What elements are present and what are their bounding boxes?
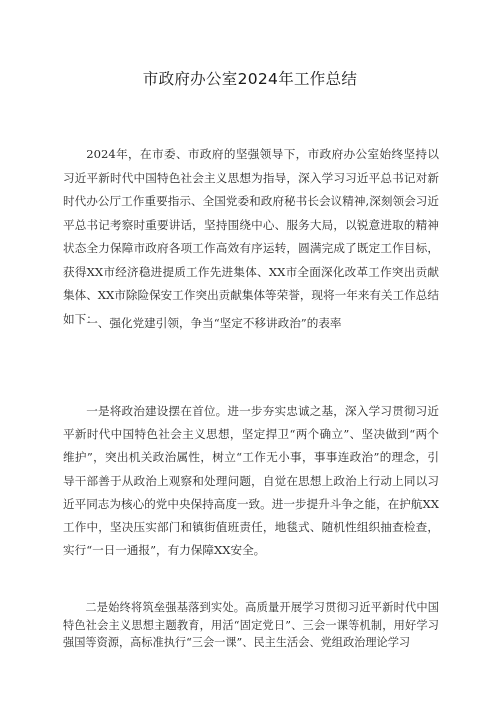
intro-paragraph: 2024年，在市委、市政府的坚强领导下，市政府办公室始终坚持以习近平新时代中国特色社会主义思想为指导，深入学习习近平总书记对新时代办公厅工作重要指示、全国党委和政府秘书长会议精神,深刻领会习近平总书记考察时重要讲话，坚持围绕中心、服务大局，以锐意进取的精神状态全力保障市政府各项工作高效有序运转，圆满完成了既定工作目标，获得XX市经济稳进提质工作先进集体、XX市全面深化改革工作突出贡献集体、XX市除险保安工作突出贡献集体等荣誉，现将一年来有关工作总结如下：: [63, 147, 439, 326]
document-title: 市政府办公室2024年工作总结: [142, 70, 358, 88]
body-paragraph-2: 二是始终将筑垒强基落到实处。高质量开展学习贯彻习近平新时代中国特色社会主义思想主题教育，用活“固定党日”、三会一课等机制，用好学习强国等资源，高标准执行“三会一课”、民主生活会、党组政治理论学习: [63, 601, 439, 649]
section-heading: 一、强化党建引领，争当“坚定不移讲政治”的表率: [86, 316, 342, 330]
body-paragraph-1: 一是将政治建设摆在首位。进一步夯实忠诚之基，深入学习贯彻习近平新时代中国特色社会主义思想，坚定捍卫“两个确立”、坚决做到“两个维护”，突出机关政治属性，树立“工作无小事，事事连政治”的理念，引导干部善于从政治上观察和处理问题，自觉在思想上政治上行动上同以习近平同志为核心的党中央保持高度一致。进一步提升斗争之能，在护航XX工作中，坚决压实部门和镇街值班责任，地毯式、随机性组织抽查检查，实行“一日一通报”，有力保障XX安全。: [63, 404, 439, 558]
